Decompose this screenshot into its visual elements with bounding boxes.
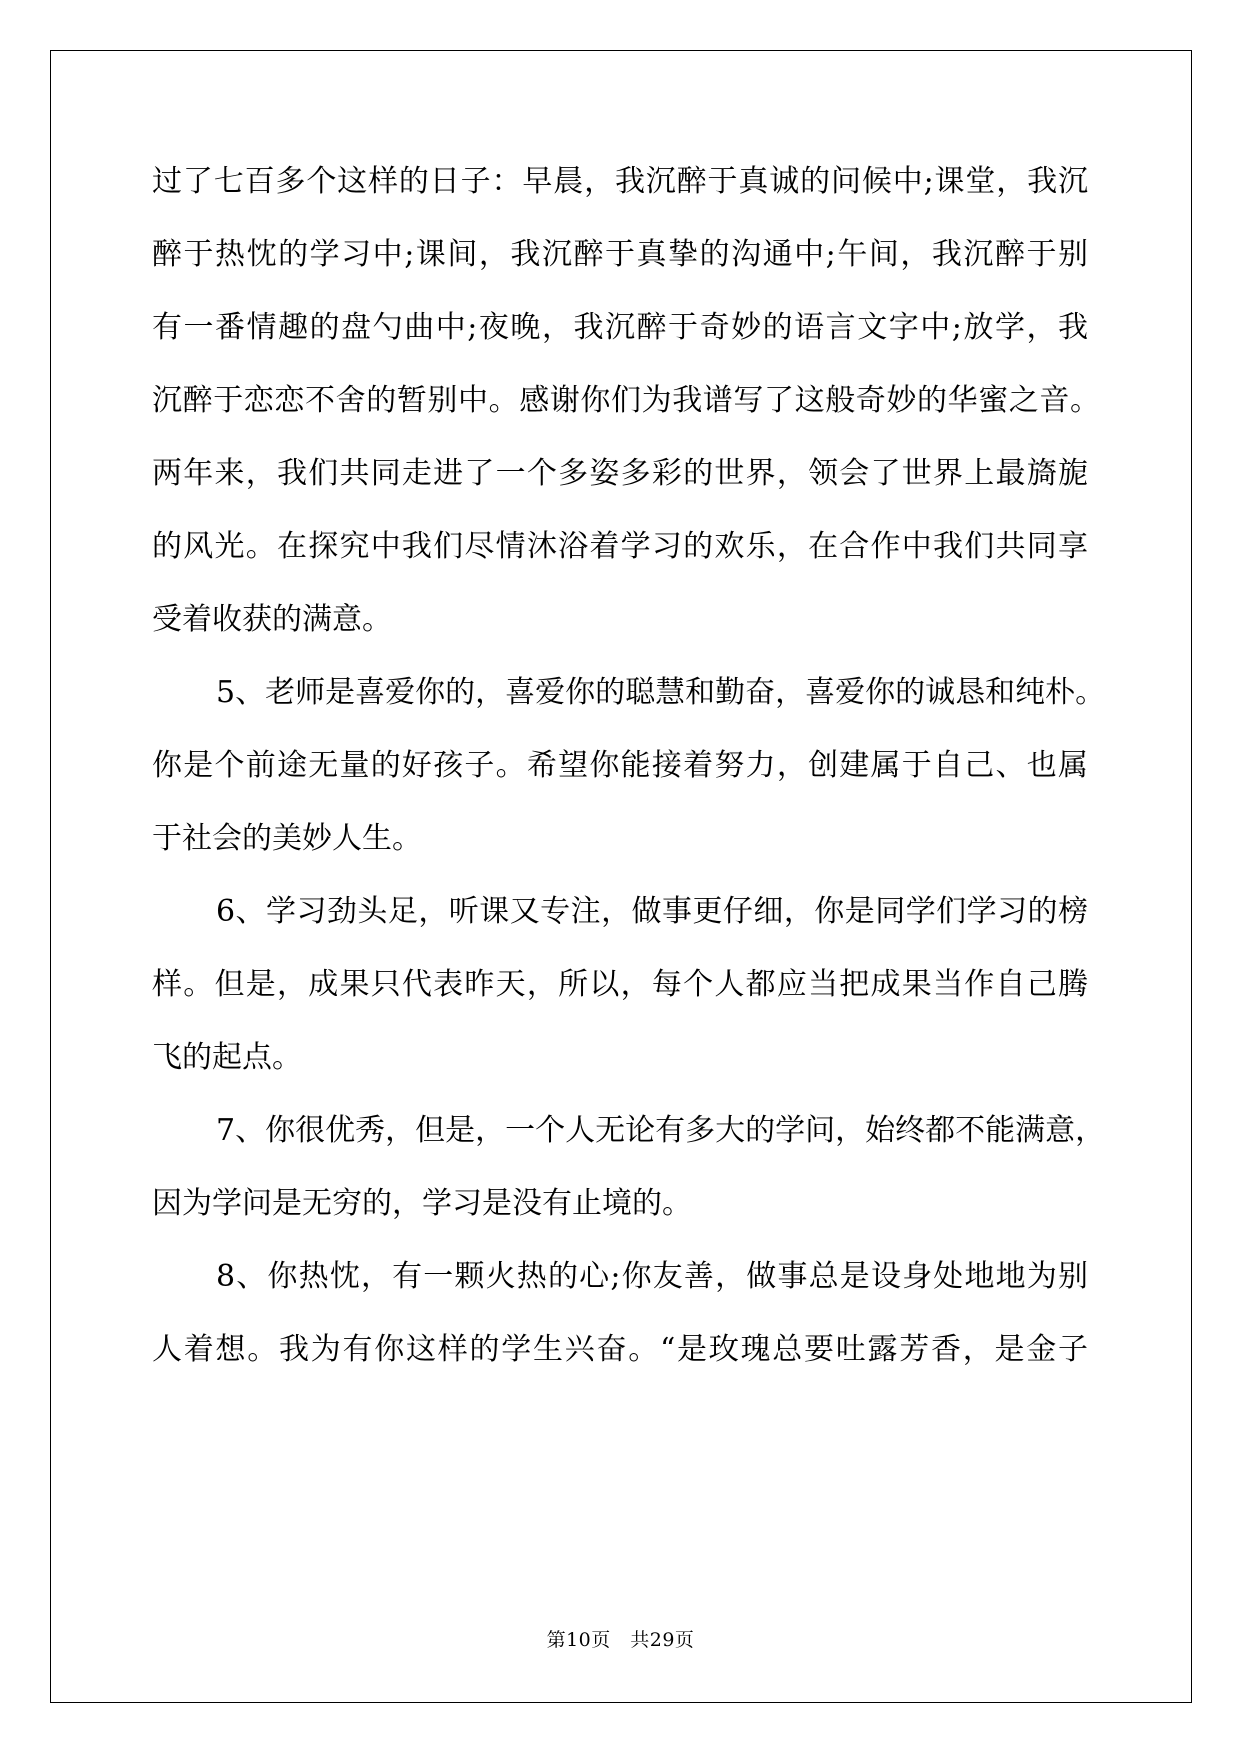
text-line: 飞的起点。 bbox=[152, 1040, 302, 1075]
text-line: 于社会的美妙人生。 bbox=[152, 821, 422, 856]
paragraph-7-first-line: 7、你很优秀，但是，一个人无论有多大的学问，始终都不能满意， bbox=[216, 1113, 1106, 1148]
text-line: 有一番情趣的盘勺曲中;夜晚，我沉醉于奇妙的语言文字中;放学，我 bbox=[152, 310, 1088, 345]
text-line: 因为学问是无穷的，学习是没有止境的。 bbox=[152, 1186, 692, 1221]
page-number: 第10页 共29页 bbox=[546, 1629, 695, 1651]
text-line: 受着收获的满意。 bbox=[152, 602, 392, 637]
page-border bbox=[50, 50, 1192, 1703]
text-line: 你是个前途无量的好孩子。希望你能接着努力，创建属于自己、也属 bbox=[152, 748, 1088, 783]
paragraph-8-first-line: 8、你热忱，有一颗火热的心;你友善，做事总是设身处地地为别 bbox=[216, 1259, 1088, 1294]
text-line: 过了七百多个这样的日子：早晨，我沉醉于真诚的问候中;课堂，我沉 bbox=[152, 164, 1088, 199]
paragraph-5-first-line: 5、老师是喜爱你的，喜爱你的聪慧和勤奋，喜爱你的诚恳和纯朴。 bbox=[216, 675, 1106, 710]
text-line: 两年来，我们共同走进了一个多姿多彩的世界，领会了世界上最旖旎 bbox=[152, 456, 1088, 491]
text-line: 沉醉于恋恋不舍的暂别中。感谢你们为我谱写了这般奇妙的华蜜之音。 bbox=[152, 383, 1100, 418]
paragraph-6-first-line: 6、学习劲头足，听课又专注，做事更仔细，你是同学们学习的榜 bbox=[216, 894, 1088, 929]
text-line: 醉于热忱的学习中;课间，我沉醉于真挚的沟通中;午间，我沉醉于别 bbox=[152, 237, 1088, 272]
text-line: 人着想。我为有你这样的学生兴奋。“是玫瑰总要吐露芳香，是金子 bbox=[152, 1332, 1088, 1367]
text-line: 的风光。在探究中我们尽情沐浴着学习的欢乐，在合作中我们共同享 bbox=[152, 529, 1088, 564]
text-line: 样。但是，成果只代表昨天，所以，每个人都应当把成果当作自己腾 bbox=[152, 967, 1088, 1002]
